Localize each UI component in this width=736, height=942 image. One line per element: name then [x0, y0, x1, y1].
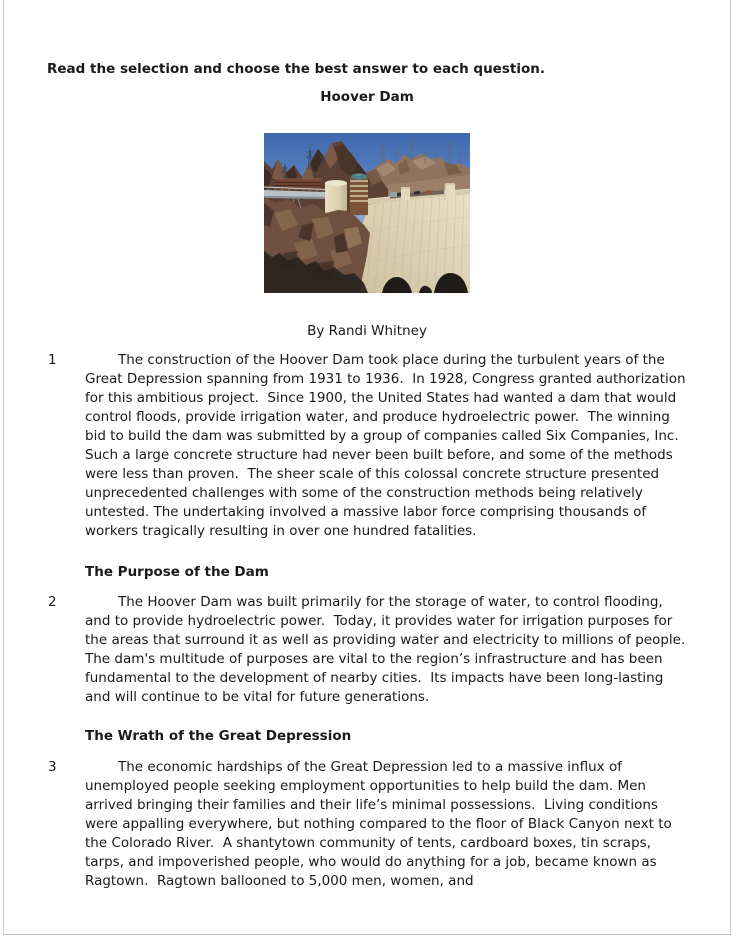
paragraph-number: 2 — [48, 594, 57, 610]
passage-byline: By Randi Whitney — [307, 323, 427, 339]
section-heading-purpose: The Purpose of the Dam — [85, 564, 269, 580]
passage-paragraph — [48, 758, 692, 891]
paragraph-text: The economic hardships of the Great Depression led to a massive influx of unemployed people seeking employment opportunities to help build the dam. Men arrived bringing their families and their life’s minimal possessions. Living conditions were appalling everywhere, but nothing compared to the floor of Black Canyon next to the Colorado River. A shantytown community of tents, cardboard boxes, tin scraps, tarps, and impoverished people, who would do anything for a job, became known as Ragtown. Ragtown ballooned to 5,000 men, women, and — [85, 759, 677, 889]
intake-tower-2 — [350, 173, 368, 215]
document-page — [3, 0, 731, 935]
passage-paragraph — [48, 351, 692, 541]
paragraph-number: 1 — [48, 352, 57, 368]
paragraph-text: The construction of the Hoover Dam took place during the turbulent years of the Great Depression spanning from 1931 to 1936. In 1928, Congress granted authorization for this ambitious project. Since 1900, the United States had wanted a dam that would control floods, provide irrigation water, and produce hydroelectric power. The winning bid to build the dam was submitted by a group of companies called Six Companies, Inc. Such a large concrete structure had never been built before, and some of the methods were less than proven. The sheer scale of this colossal concrete structure presented unprecedented challenges with some of the construction methods being relatively untested. The undertaking involved a massive labor force comprising thousands of workers tragically resulting in over one hundred fatalities. — [85, 352, 690, 539]
passage-title: Hoover Dam — [320, 89, 414, 105]
reading-instruction: Read the selection and choose the best answer to each question. — [47, 61, 545, 77]
paragraph-number: 3 — [48, 759, 57, 775]
paragraph-text: The Hoover Dam was built primarily for the storage of water, to control flooding, and to provide hydroelectric power. Today, it provides water for irrigation purposes for the areas that surround it as well as providing water and electricity to millions of people. The dam's multitude of purposes are vital to the region’s infrastructure and has been fundamental to the development of nearby cities. Its impacts have been long-lasting and will continue to be vital for future generations. — [85, 594, 694, 705]
section-heading-wrath: The Wrath of the Great Depression — [85, 728, 352, 744]
hoover-dam-photo — [264, 133, 470, 293]
passage-paragraph — [48, 593, 692, 707]
